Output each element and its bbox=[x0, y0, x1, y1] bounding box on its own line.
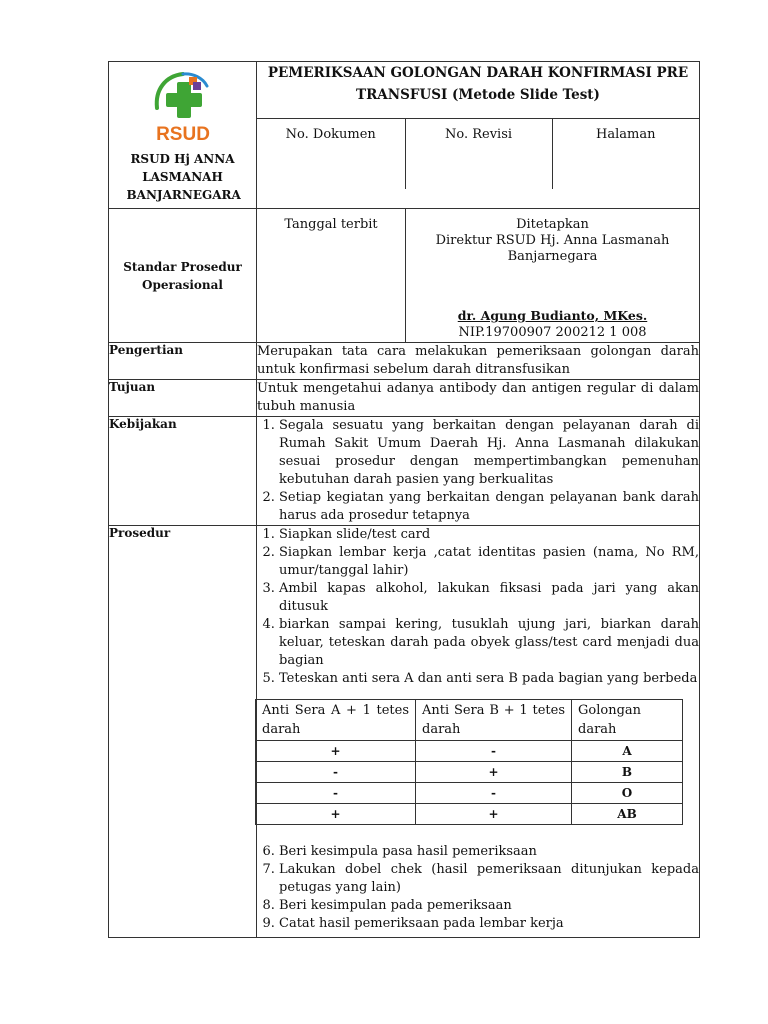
table-header: Anti Sera B + 1 tetes darah bbox=[416, 700, 572, 741]
table-cell: A bbox=[572, 741, 683, 762]
table-header: Golongan darah bbox=[572, 700, 683, 741]
list-item: 4. biarkan sampai kering, tusuklah ujung jari, biarkan darah keluar, teteskan darah pada obyek glass/test card menjadi dua bagian bbox=[279, 616, 699, 670]
table-row bbox=[256, 741, 683, 762]
list-item: 9. Catat hasil pemeriksaan pada lembar kerja bbox=[279, 915, 699, 933]
tujuan-text: Untuk mengetahui adanya antibody dan antigen regular di dalam tubuh manusia bbox=[257, 381, 699, 414]
table-cell: - bbox=[256, 762, 416, 783]
table-cell: - bbox=[256, 783, 416, 804]
sop-document bbox=[108, 61, 700, 938]
logo-text: RSUD bbox=[155, 124, 210, 145]
pengertian-label: Pengertian bbox=[109, 343, 257, 380]
kebijakan-list bbox=[257, 417, 699, 525]
kebijakan-label: Kebijakan bbox=[109, 417, 257, 526]
list-item: 2. Setiap kegiatan yang berkaitan dengan pelayanan bank darah harus ada prosedur tetapnya bbox=[279, 489, 699, 525]
document-meta bbox=[257, 119, 700, 209]
signer-name: dr. Agung Budianto, MKes. bbox=[457, 308, 648, 323]
approval-block bbox=[406, 209, 699, 342]
hospital-logo-cell bbox=[109, 62, 257, 209]
list-item: 3. Ambil kapas alkohol, lakukan fiksasi pada jari yang akan ditusuk bbox=[279, 580, 699, 616]
halaman-label: Halaman bbox=[552, 119, 699, 189]
table-cell: + bbox=[256, 804, 416, 825]
table-cell: + bbox=[256, 741, 416, 762]
table-cell: AB bbox=[572, 804, 683, 825]
list-item: 2. Siapkan lembar kerja ,catat identitas pasien (nama, No RM, umur/tanggal lahir) bbox=[279, 544, 699, 580]
list-item: 1. Siapkan slide/test card bbox=[279, 526, 699, 544]
list-item: 5. Teteskan anti sera A dan anti sera B pada bagian yang berbeda bbox=[279, 670, 699, 688]
table-cell: - bbox=[416, 783, 572, 804]
list-item: 8. Beri kesimpulan pada pemeriksaan bbox=[279, 897, 699, 915]
table-header: Anti Sera A + 1 tetes darah bbox=[256, 700, 416, 741]
tanggal-terbit-label: Tanggal terbit bbox=[257, 209, 406, 342]
list-item: 7. Lakukan dobel chek (hasil pemeriksaan ditunjukan kepada petugas yang lain) bbox=[279, 861, 699, 897]
table-row bbox=[256, 783, 683, 804]
direktur-label: Direktur RSUD Hj. Anna Lasmanah Banjarnegara bbox=[435, 233, 670, 264]
table-cell: O bbox=[572, 783, 683, 804]
pengertian-text: Merupakan tata cara melakukan pemeriksaan golongan darah untuk konfirmasi sebelum darah ditransfusikan bbox=[257, 344, 699, 377]
table-cell: B bbox=[572, 762, 683, 783]
sop-label bbox=[109, 209, 257, 343]
blood-type-table bbox=[255, 699, 683, 825]
list-item: 1. Segala sesuatu yang berkaitan dengan pelayanan darah di Rumah Sakit Umum Daerah Hj. Anna Lasmanah dilakukan sesuai prosedur dengan mempertimbangkan pemenuhan kebutuhan darah pasien yang berkualitas bbox=[279, 417, 699, 489]
document-title: PEMERIKSAAN GOLONGAN DARAH KONFIRMASI PRE TRANSFUSI (Metode Slide Test) bbox=[257, 62, 700, 119]
prosedur-label: Prosedur bbox=[109, 526, 257, 938]
tujuan-label: Tujuan bbox=[109, 380, 257, 417]
table-cell: + bbox=[416, 804, 572, 825]
prosedur-list bbox=[257, 526, 699, 688]
table-row bbox=[256, 804, 683, 825]
list-item: 6. Beri kesimpula pasa hasil pemeriksaan bbox=[279, 843, 699, 861]
sop-label-text: Standar Prosedur Operasional bbox=[123, 259, 242, 292]
signer-nip: NIP.19700907 200212 1 008 bbox=[458, 325, 647, 340]
no-dokumen-label: No. Dokumen bbox=[285, 127, 376, 143]
table-cell: + bbox=[416, 762, 572, 783]
ditetapkan-label: Ditetapkan bbox=[516, 217, 589, 232]
no-revisi-label: No. Revisi bbox=[405, 119, 552, 189]
rsud-logo-icon bbox=[143, 68, 223, 146]
hospital-name: RSUD Hj ANNA LASMANAH BANJARNEGARA bbox=[126, 152, 241, 202]
table-row bbox=[256, 762, 683, 783]
table-cell: - bbox=[416, 741, 572, 762]
prosedur-list-continued bbox=[257, 843, 699, 933]
approval-cell bbox=[257, 209, 700, 343]
